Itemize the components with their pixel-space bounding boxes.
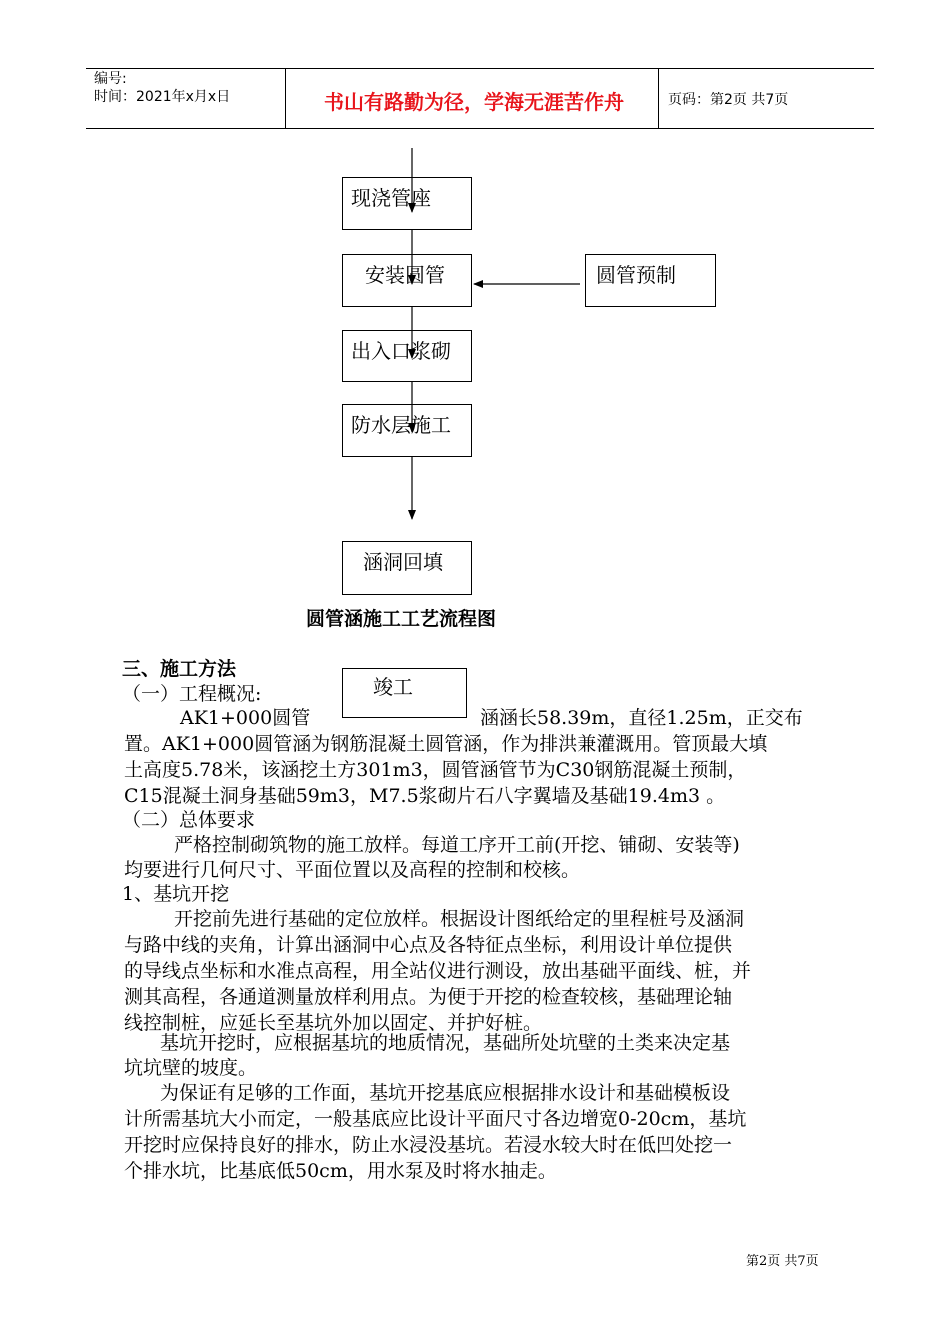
flow-step-label: 防水层施工	[351, 413, 451, 437]
paragraph-line: 计所需基坑大小而定，一般基底应比设计平面尺寸各边增宽0-20cm，基坑	[124, 1108, 747, 1130]
paragraph-line: 涵涵长58.39m，直径1.25m，正交布	[480, 707, 803, 729]
paragraph-line: 开挖前先进行基础的定位放样。根据设计图纸给定的里程桩号及涵洞	[174, 908, 745, 930]
subsection-title: 1、基坑开挖	[122, 883, 230, 905]
flow-step-box	[342, 330, 472, 382]
paragraph-line: 开挖时应保持良好的排水，防止水浸没基坑。若浸水较大时在低凹处挖一	[124, 1134, 733, 1156]
flow-step-box	[342, 668, 467, 718]
subsection-title: （一）工程概况:	[122, 683, 262, 705]
flowchart-caption: 圆管涵施工工艺流程图	[306, 608, 497, 630]
doc-date-label: 时间：2021年x月x日	[94, 89, 231, 105]
flow-step-box	[342, 177, 472, 230]
paragraph-line: 土高度5.78米，该涵挖土方301m3，圆管涵管节为C30钢筋混凝土预制，	[124, 759, 747, 781]
flow-step-label: 安装圆管	[365, 263, 445, 287]
flow-step-label: 出入口浆砌	[351, 339, 451, 363]
paragraph-line: C15混凝土洞身基础59m3，M7.5浆砌片石八字翼墙及基础19.4m3 。	[124, 785, 726, 807]
flow-step-box	[342, 404, 472, 457]
paragraph-line: 为保证有足够的工作面，基坑开挖基底应根据排水设计和基础模板设	[160, 1082, 731, 1104]
section-title: 三、施工方法	[122, 658, 237, 680]
flow-step-label: 涵洞回填	[363, 550, 443, 574]
paragraph-line: 严格控制砌筑物的施工放样。每道工序开工前(开挖、铺砌、安装等)	[174, 834, 740, 856]
page-footer: 第2页 共7页	[746, 1254, 819, 1269]
header-motto: 书山有路勤为径，学海无涯苦作舟	[324, 90, 624, 114]
flow-side-step-label: 圆管预制	[596, 263, 676, 287]
paragraph-line: 基坑开挖时，应根据基坑的地质情况，基础所处坑壁的土类来决定基	[160, 1032, 731, 1054]
flow-step-box	[342, 541, 472, 595]
paragraph-line: 与路中线的夹角，计算出涵洞中心点及各特征点坐标，利用设计单位提供	[124, 934, 733, 956]
flow-step-box	[342, 254, 472, 307]
flow-step-label: 竣工	[373, 675, 413, 699]
flow-step-label: 现浇管座	[351, 186, 431, 210]
doc-number-label: 编号:	[94, 71, 127, 87]
flow-side-step-box	[585, 254, 716, 307]
paragraph-line: 线控制桩，应延长至基坑外加以固定、并护好桩。	[124, 1012, 543, 1034]
paragraph-line: 个排水坑，比基底低50cm，用水泵及时将水抽走。	[124, 1160, 557, 1182]
paragraph-line: 的导线点坐标和水准点高程，用全站仪进行测设，放出基础平面线、桩，并	[124, 960, 752, 982]
paragraph-line: 置。AK1+000圆管涵为钢筋混凝土圆管涵，作为排洪兼灌溉用。管顶最大填	[124, 733, 768, 755]
paragraph-line: 坑坑壁的坡度。	[124, 1057, 258, 1079]
header-page-label: 页码：第2页 共7页	[668, 92, 789, 108]
subsection-title: （二）总体要求	[122, 809, 256, 831]
paragraph-line: 测其高程，各通道测量放样利用点。为便于开挖的检查较核，基础理论轴	[124, 986, 733, 1008]
paragraph-line: 均要进行几何尺寸、平面位置以及高程的控制和校核。	[124, 859, 581, 881]
paragraph-line: AK1+000圆管	[180, 707, 311, 729]
